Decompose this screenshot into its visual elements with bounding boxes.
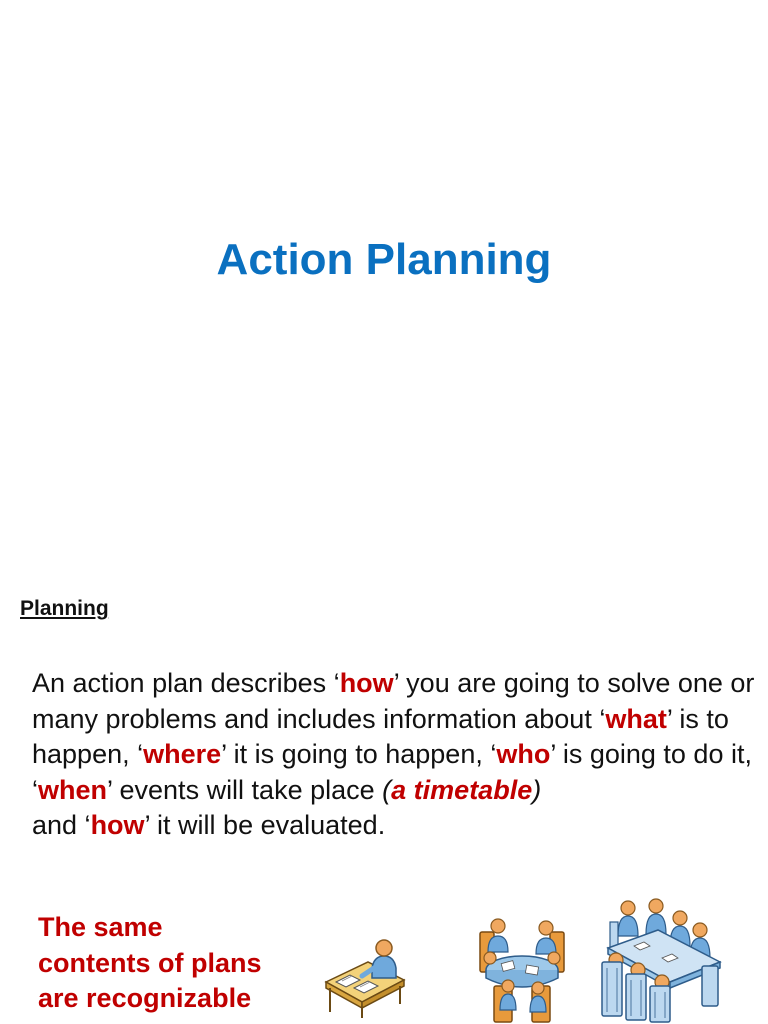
callout-line: are recognizable [38, 983, 252, 1013]
large-meeting-icon [598, 896, 724, 1024]
text-run: ’ is to happen, ‘ [32, 703, 729, 770]
keyword-what: what [605, 703, 667, 734]
callout-line: The same [38, 912, 163, 942]
text-run: and ‘ [32, 810, 91, 841]
text-run: ’ events will take place [107, 774, 383, 805]
page-title: Action Planning [216, 235, 552, 284]
keyword-who: who [496, 739, 551, 770]
person-at-desk-icon [322, 938, 408, 1020]
callout-line: contents of plans [38, 947, 262, 978]
small-meeting-icon [474, 914, 570, 1024]
keyword-how: how [90, 810, 145, 841]
section-heading: Planning [20, 597, 109, 620]
callout-text [38, 910, 308, 1017]
keyword-where: where [143, 739, 222, 770]
text-run: An action plan describes ‘ [32, 668, 340, 698]
keyword-how: how [339, 668, 394, 698]
text-run: ’ you are going to solve one or many problems and includes information about ‘ [32, 668, 755, 734]
text-run: ’ it is going to happen, ‘ [221, 739, 497, 770]
description-paragraph [32, 666, 762, 844]
keyword-timetable: a timetable [391, 774, 533, 805]
text-run: ’ it will be evaluated. [144, 810, 386, 841]
paren-close: ) [532, 774, 542, 805]
text-run: ’ is going to do it, ‘ [32, 739, 752, 805]
paren-open: ( [382, 774, 392, 805]
keyword-when: when [38, 774, 108, 805]
